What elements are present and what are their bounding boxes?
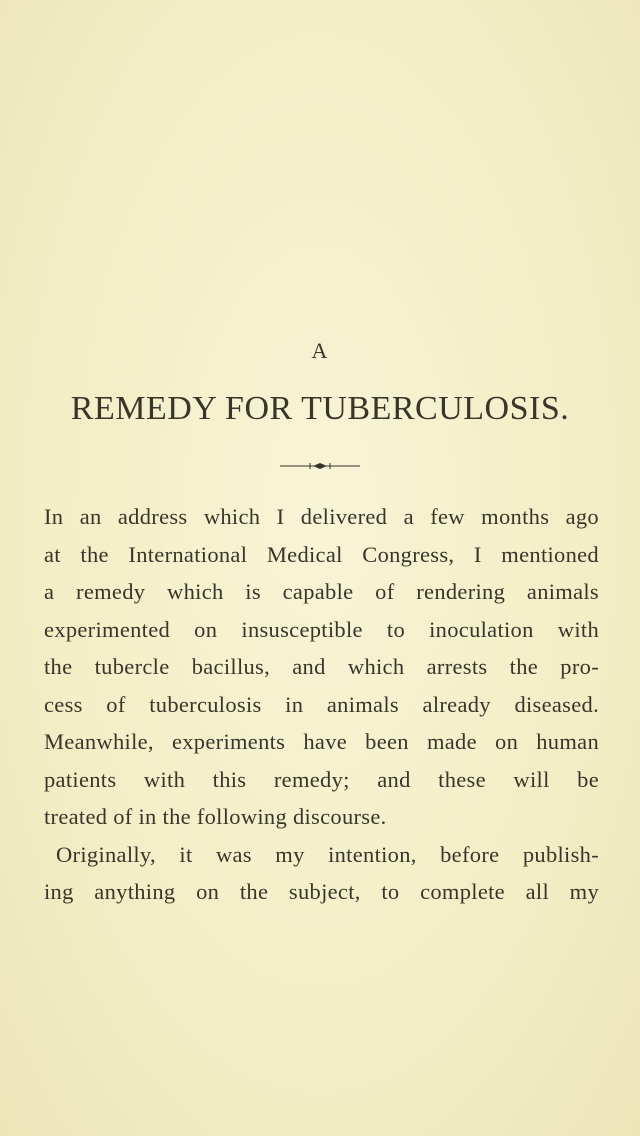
paragraph-1 <box>44 498 599 836</box>
text-line: In an address which I delivered a few months ago <box>44 504 599 529</box>
page-title: REMEDY FOR TUBERCULOSIS. <box>70 390 570 427</box>
text-line: cess of tuberculosis in animals already diseased. <box>44 691 599 717</box>
text-line: Originally, it was my intention, before publish- <box>56 841 599 867</box>
text-line: the tubercle bacillus, and which arrests the pro- <box>44 654 599 679</box>
paragraph-2 <box>44 836 599 911</box>
text-line: a remedy which is capable of rendering animals <box>44 579 599 604</box>
text-line: patients with this remedy; and these will be <box>44 766 599 792</box>
body-text <box>44 498 599 911</box>
text-line: ing anything on the subject, to complete all my <box>44 879 599 904</box>
text-line: experimented on insusceptible to inoculation with <box>44 616 599 642</box>
text-line: at the International Medical Congress, I mentioned <box>44 541 599 567</box>
text-line: Meanwhile, experiments have been made on human <box>44 729 599 754</box>
ornament-divider-icon <box>280 462 360 470</box>
heading-article: A <box>311 338 329 363</box>
text-line: treated of in the following discourse. <box>44 804 387 829</box>
